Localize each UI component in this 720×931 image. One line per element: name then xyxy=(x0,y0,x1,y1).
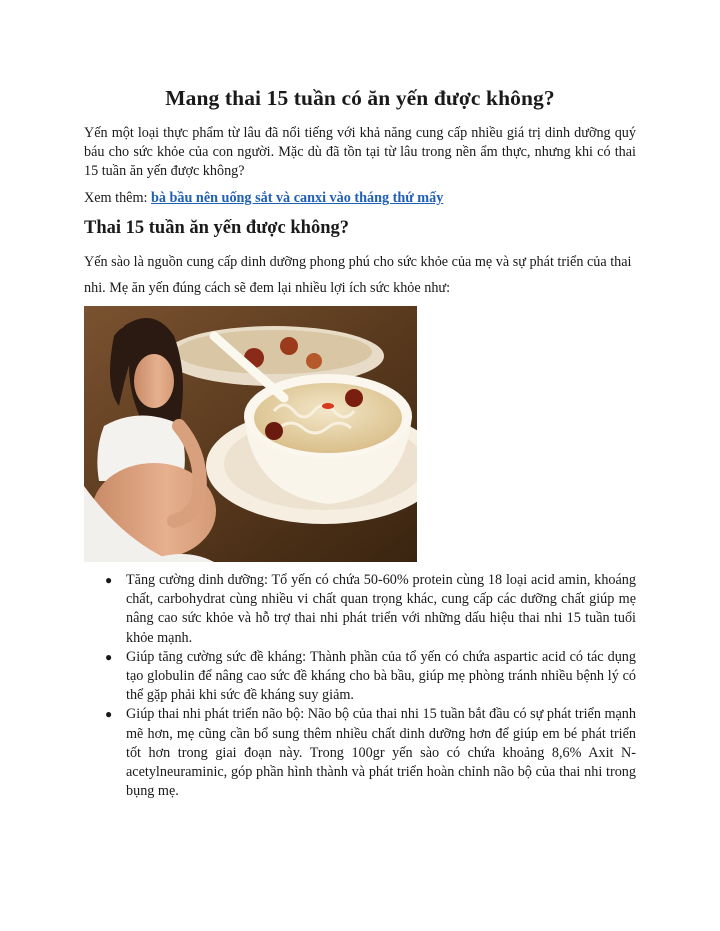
list-item xyxy=(84,648,636,706)
list-item xyxy=(84,705,636,801)
section-intro-paragraph: Yến sào là nguồn cung cấp dinh dưỡng phong phú cho sức khỏe của mẹ và sự phát triển của thai nhi. Mẹ ăn yến đúng cách sẽ đem lại nhiều lợi ích sức khỏe như: xyxy=(84,254,632,296)
bullet-icon: ● xyxy=(105,573,113,587)
list-item xyxy=(84,571,636,648)
see-also-link[interactable]: bà bầu nên uống sắt và canxi vào tháng thứ mấy xyxy=(150,190,444,206)
benefits-list xyxy=(84,571,636,801)
list-item-text: Giúp thai nhi phát triển não bộ: Não bộ của thai nhi 15 tuần bắt đầu có sự phát triển mạnh mẽ hơn, mẹ cũng cần bổ sung thêm nhiều chất dinh dưỡng hơn để giúp em bé phát triển tốt hơn trong giai đoạn này. Trong 100gr yến sào có chứa khoảng 8,6% Axit N-acetylneuraminic, góp phần hình thành và phát triển hoàn chỉnh não bộ của thai nhi trong bụng mẹ. xyxy=(126,706,636,800)
section-heading: Thai 15 tuần ăn yến được không? xyxy=(84,218,350,238)
intro-paragraph: Yến một loại thực phẩm từ lâu đã nổi tiếng với khả năng cung cấp nhiều giá trị dinh dưỡng quý báu cho sức khỏe của con người. Mặc dù đã tồn tại từ lâu trong nền ẩm thực, nhưng khi có thai 15 tuần ăn yến được không? xyxy=(84,125,636,179)
list-item-text: Giúp tăng cường sức đề kháng: Thành phần của tổ yến có chứa aspartic acid có tác dụng tạo globulin để nâng cao sức đề kháng cho bà bầu, giúp mẹ phòng tránh nhiều bệnh lý có thể gặp phải khi sức đề kháng suy giảm. xyxy=(126,648,636,704)
page-title: Mang thai 15 tuần có ăn yến được không? xyxy=(165,86,555,110)
list-item-text: Tăng cường dinh dưỡng: Tổ yến có chứa 50-60% protein cùng 18 loại acid amin, khoáng chất, carbohydrat cùng nhiều vi chất quan trọng khác, cung cấp các dưỡng chất giúp mẹ nâng cao sức khỏe và hỗ trợ thai nhi phát triển với những dấu hiệu thai nhi 15 tuần tuổi khỏe mạnh. xyxy=(126,572,636,646)
see-also-label: Xem thêm: xyxy=(84,190,151,206)
pregnant-woman-bird-nest-photo xyxy=(84,306,417,562)
bullet-icon: ● xyxy=(105,707,113,722)
see-also-line xyxy=(84,189,636,208)
bullet-icon: ● xyxy=(105,649,113,664)
